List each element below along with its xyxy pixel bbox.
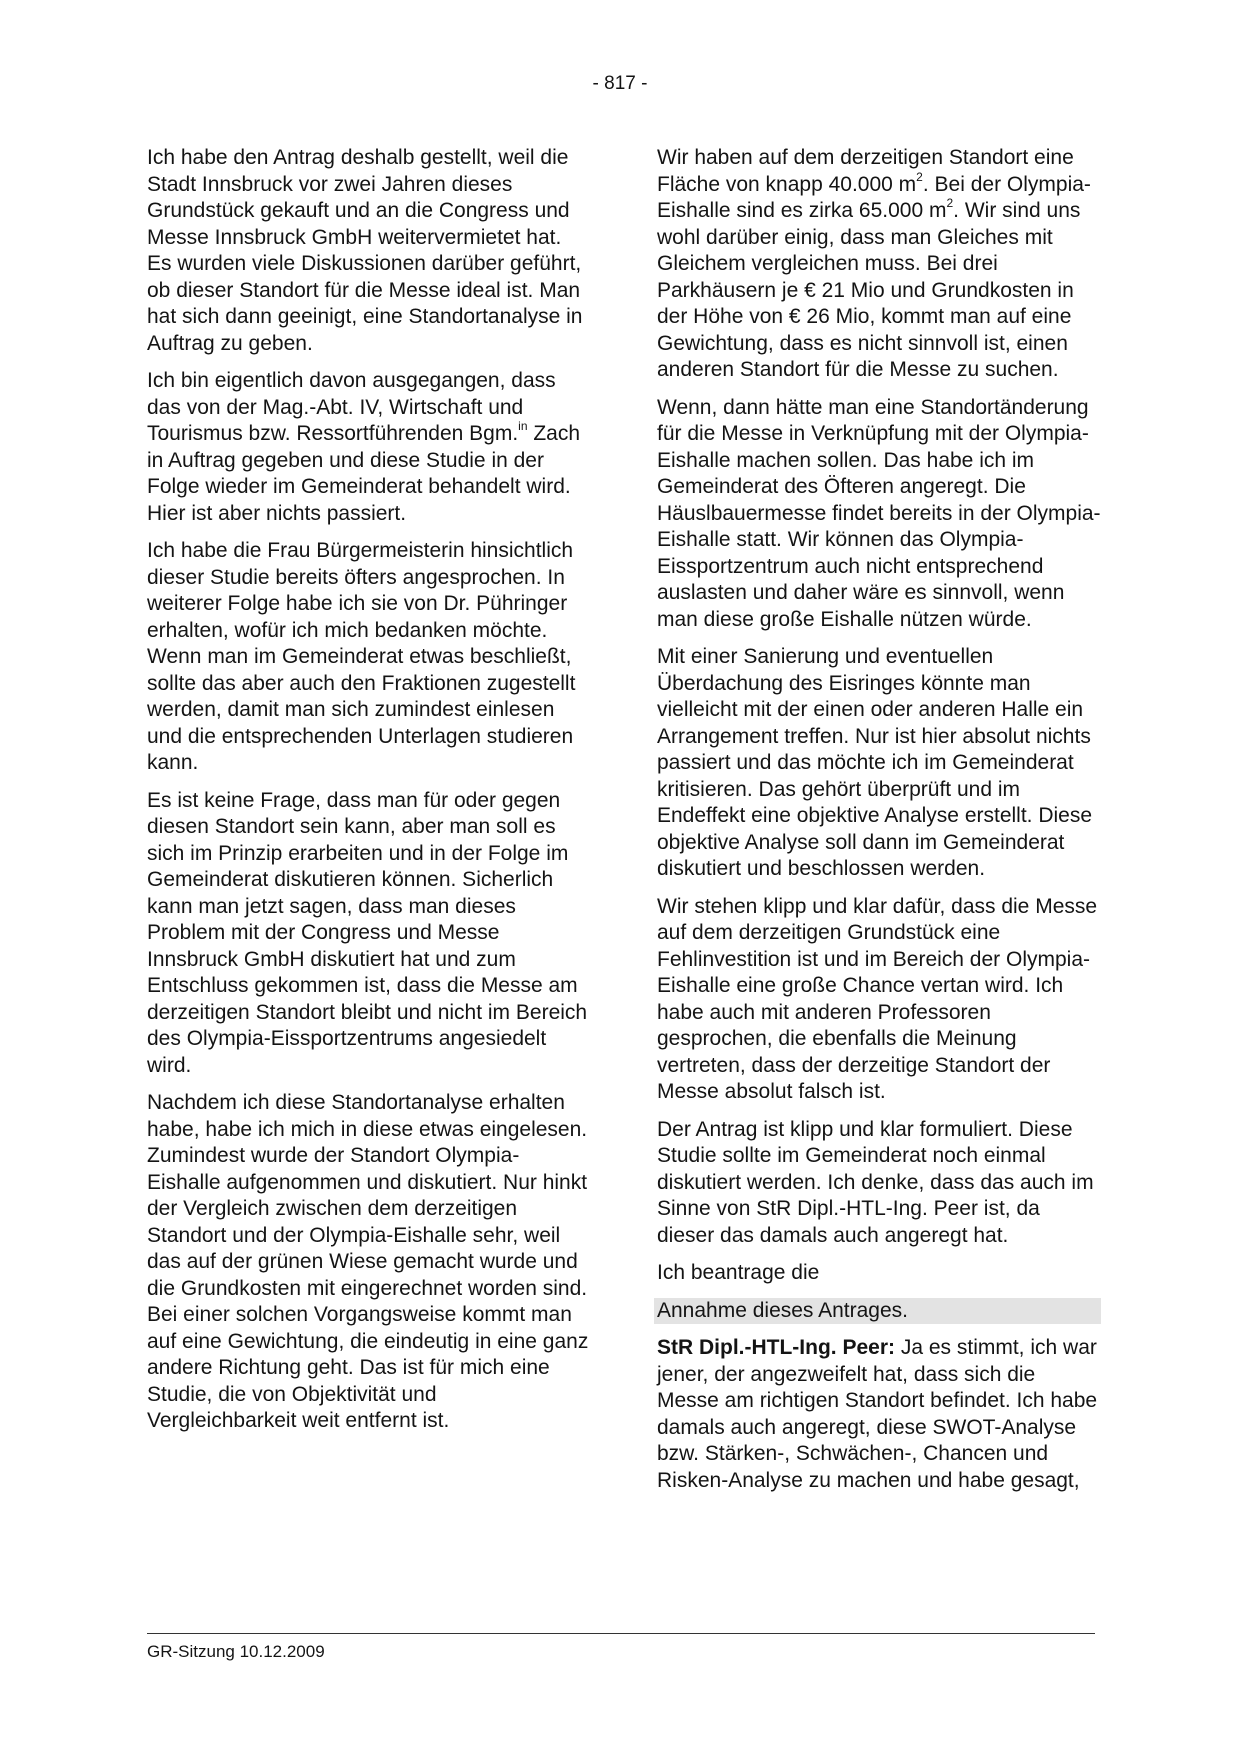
speaker-name: StR Dipl.-HTL-Ing. Peer: — [657, 1336, 895, 1359]
paragraph: Mit einer Sanierung und eventuellen Überdachung des Eisringes könnte man vielleicht mit der einen oder anderen Halle ein Arrangement treffen. Nur ist hier absolut nichts passiert und das möchte ich im Gemeinderat kritisieren. Das gehört überprüft und im Endeffekt eine objektive Analyse erstellt. Diese objektive Analyse soll dann im Gemeinderat diskutiert und beschlossen werden. — [657, 645, 1093, 880]
paragraph-text: Zach in Auftrag gegeben und diese Studie in der Folge wieder im Gemeinderat behandelt wird. Hier ist aber nichts passiert. — [147, 422, 581, 525]
paragraph-text: . Wir sind uns wohl darüber einig, dass man Gleiches mit Gleichem vergleichen muss. Bei drei Parkhäusern je € 21 Mio und Grundkosten in der Höhe von € 26 Mio, kommt man auf eine Gewichtung, dass es nicht sinnvoll ist, einen anderen Standort für die Messe zu suchen. — [657, 199, 1081, 381]
paragraph-text: Ich bin eigentlich davon ausgegangen, dass das von der Mag.-Abt. IV, Wirtschaft und Tourismus bzw. Ressortführenden Bgm. — [147, 369, 556, 445]
paragraph — [147, 368, 591, 527]
paragraph: Wenn, dann hätte man eine Standortänderung für die Messe in Verknüpfung mit der Olympia-Eishalle machen sollen. Das habe ich im Gemeinderat des Öfteren angeregt. Die Häuslbauermesse findet bereits in der Olympia-Eishalle statt. Wir können das Olympia-Eissportzentrum auch nicht entsprechend auslasten und daher wäre es sinnvoll, wenn man diese große Eishalle nützen würde. — [657, 395, 1101, 631]
paragraph-text: Wir haben auf dem derzeitigen Standort eine Fläche von knapp 40.000 m — [657, 146, 1074, 196]
left-column — [147, 145, 591, 1446]
paragraph — [657, 1335, 1101, 1494]
paragraph: Ich beantrage die — [657, 1261, 820, 1284]
footer-divider — [147, 1633, 1095, 1634]
paragraph: Ich habe den Antrag deshalb gestellt, weil die Stadt Innsbruck vor zwei Jahren dieses Grundstück gekauft und an die Congress und Messe Innsbruck GmbH weitervermietet hat. Es wurden viele Diskussionen darüber geführt, ob dieser Standort für die Messe ideal ist. Man hat sich dann geeinigt, eine Standortanalyse in Auftrag zu geben. — [147, 146, 583, 355]
right-column — [657, 145, 1101, 1505]
superscript: in — [518, 419, 528, 433]
superscript: 2 — [946, 196, 954, 210]
paragraph-text: Ja es stimmt, ich war jener, der angezweifelt hat, dass sich die Messe am richtigen Standort befindet. Ich habe damals auch angeregt, diese SWOT-Analyse bzw. Stärken-, Schwächen-, Chancen und Risken-Analyse zu machen und habe gesagt, — [657, 1336, 1098, 1492]
paragraph: Wir stehen klipp und klar dafür, dass die Messe auf dem derzeitigen Grundstück eine Fehlinvestition ist und im Bereich der Olympia-Eishalle eine große Chance vertan wird. Ich habe auch mit anderen Professoren gesprochen, die ebenfalls die Meinung vertreten, dass der derzeitige Standort der Messe absolut falsch ist. — [657, 894, 1098, 1103]
footer-text: GR-Sitzung 10.12.2009 — [147, 1642, 325, 1661]
highlighted-motion: Annahme dieses Antrages. — [654, 1298, 1101, 1325]
paragraph-text: . Bei der Olympia-Eishalle sind es zirka 65.000 m — [657, 172, 1091, 222]
paragraph: Nachdem ich diese Standortanalyse erhalten habe, habe ich mich in diese etwas eingelesen. Zumindest wurde der Standort Olympia-Eishalle aufgenommen und diskutiert. Nur hinkt der Vergleich zwischen dem derzeitigen Standort und der Olympia-Eishalle sehr, weil das auf der grünen Wiese gemacht wurde und die Grundkosten mit eingerechnet worden sind. Bei einer solchen Vorgangsweise kommt man auf eine Gewichtung, die eindeutig in eine ganz andere Richtung geht. Das ist für mich eine Studie, die von Objektivität und Vergleichbarkeit weit entfernt ist. — [147, 1091, 589, 1432]
paragraph: Es ist keine Frage, dass man für oder gegen diesen Standort sein kann, aber man soll es sich im Prinzip erarbeiten und in der Folge im Gemeinderat diskutieren können. Sicherlich kann man jetzt sagen, dass man dieses Problem mit der Congress und Messe Innsbruck GmbH diskutiert hat und zum Entschluss gekommen ist, dass die Messe am derzeitigen Standort bleibt und nicht im Bereich des Olympia-Eissportzentrums angesiedelt wird. — [147, 788, 588, 1077]
paragraph: Ich habe die Frau Bürgermeisterin hinsichtlich dieser Studie bereits öfters angesprochen. In weiterer Folge habe ich sie von Dr. Pühringer erhalten, wofür ich mich bedanken möchte. Wenn man im Gemeinderat etwas beschließt, sollte das aber auch den Fraktionen zugestellt werden, damit man sich zumindest einlesen und die entsprechenden Unterlagen studieren kann. — [147, 539, 576, 774]
page-number: - 817 - — [592, 73, 648, 94]
paragraph — [657, 145, 1101, 384]
superscript: 2 — [916, 169, 923, 184]
paragraph: Der Antrag ist klipp und klar formuliert. Diese Studie sollte im Gemeinderat noch einmal diskutiert werden. Ich denke, dass das auch im Sinne von StR Dipl.-HTL-Ing. Peer ist, da dieser das damals auch angeregt hat. — [657, 1117, 1094, 1247]
